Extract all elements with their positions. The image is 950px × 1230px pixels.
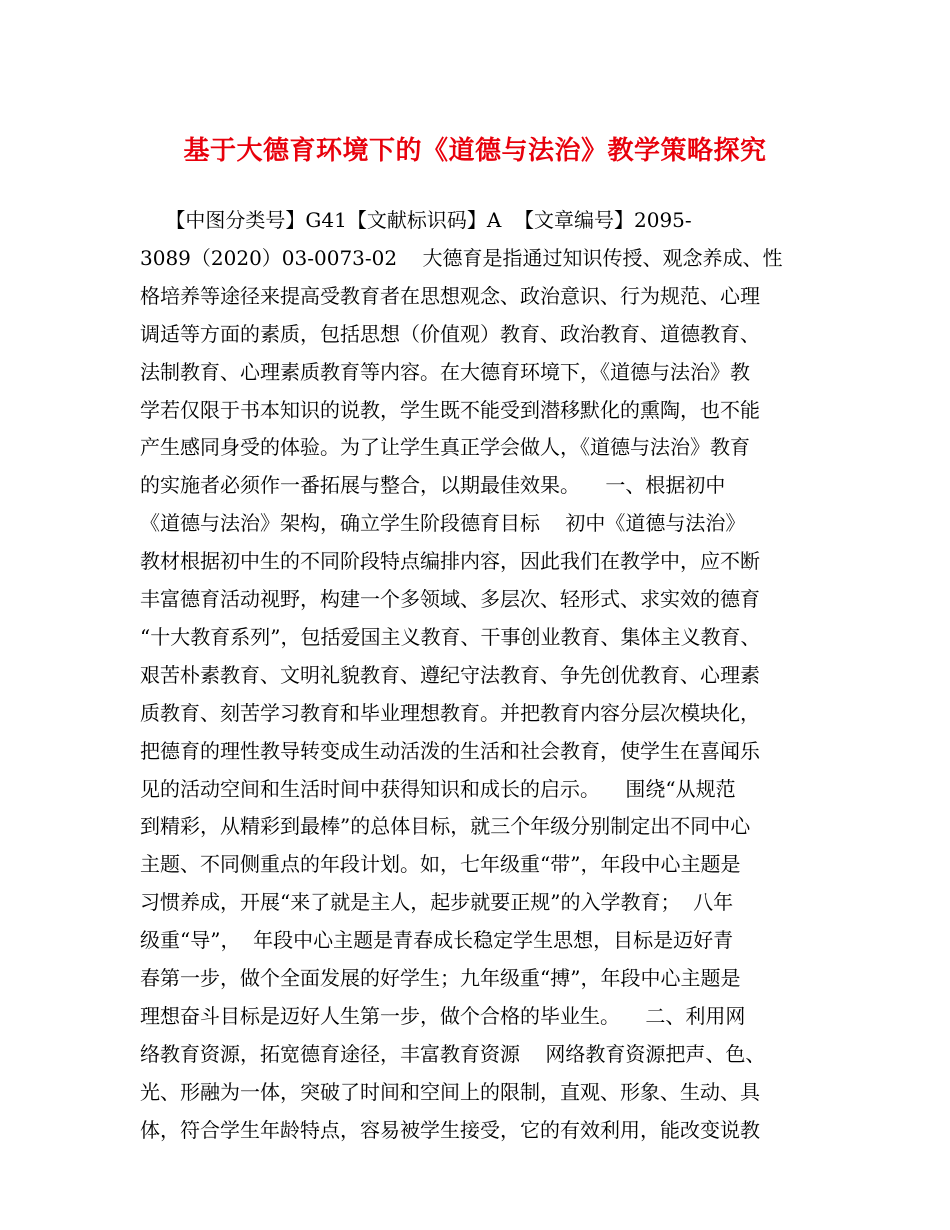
body-line: 光、形融为一体，突破了时间和空间上的限制，直观、形象、生动、具 <box>140 1079 760 1104</box>
body-line: 的实施者必须作一番拓展与整合，以期最佳效果。 一、根据初中 <box>140 473 726 498</box>
body-line: 《道德与法治》架构，确立学生阶段德育目标 初中《道德与法治》 <box>140 511 746 536</box>
body-line: 见的活动空间和生活时间中获得知识和成长的启示。 围绕“从规范 <box>140 776 736 801</box>
body-line: 理想奋斗目标是迈好人生第一步，做个合格的毕业生。 二、利用网 <box>140 1003 746 1028</box>
body-line: 调适等方面的素质，包括思想（价值观）教育、政治教育、道德教育、 <box>140 321 760 346</box>
body-line: 法制教育、心理素质教育等内容。在大德育环境下，《道德与法治》教 <box>140 359 750 384</box>
body-line: 艰苦朴素教育、文明礼貌教育、遵纪守法教育、争先创优教育、心理素 <box>140 662 760 687</box>
body-line: 级重“导”， 年段中心主题是青春成长稳定学生思想，目标是迈好青 <box>140 928 734 953</box>
body-line: 3089（2020）03-0073-02 大德育是指通过知识传授、观念养成、性 <box>140 245 783 270</box>
body-line: 主题、不同侧重点的年段计划。如，七年级重“带”，年段中心主题是 <box>140 852 741 877</box>
body-line: 格培养等途径来提高受教育者在思想观念、政治意识、行为规范、心理 <box>140 283 760 308</box>
body-line: 质教育、刻苦学习教育和毕业理想教育。并把教育内容分层次模块化， <box>140 700 760 725</box>
body-line: 教材根据初中生的不同阶段特点编排内容，因此我们在教学中，应不断 <box>140 549 760 574</box>
body-line: “十大教育系列”，包括爱国主义教育、干事创业教育、集体主义教育、 <box>140 624 761 649</box>
body-line: 春第一步，做个全面发展的好学生；九年级重“搏”，年段中心主题是 <box>140 966 741 990</box>
body-line: 【中图分类号】G41【文献标识码】A 【文章编号】2095- <box>140 208 692 232</box>
document-title: 基于大德育环境下的《道德与法治》教学策略探究 <box>183 136 767 166</box>
body-line: 把德育的理性教导转变成生动活泼的生活和社会教育，使学生在喜闻乐 <box>140 738 760 763</box>
body-line: 产生感同身受的体验。为了让学生真正学会做人，《道德与法治》教育 <box>140 435 750 460</box>
body-line: 学若仅限于书本知识的说教，学生既不能受到潜移默化的熏陶，也不能 <box>140 397 760 422</box>
body-line: 丰富德育活动视野，构建一个多领域、多层次、轻形式、求实效的德育 <box>140 587 760 611</box>
body-line: 习惯养成，开展“来了就是主人，起步就要正规”的入学教育； 八年 <box>140 890 734 915</box>
body-line: 到精彩，从精彩到最棒”的总体目标，就三个年级分别制定出不同中心 <box>140 814 751 839</box>
body-line: 络教育资源，拓宽德育途径，丰富教育资源 网络教育资源把声、色、 <box>140 1041 766 1066</box>
body-line: 体，符合学生年龄特点，容易被学生接受，它的有效利用，能改变说教 <box>140 1117 760 1142</box>
